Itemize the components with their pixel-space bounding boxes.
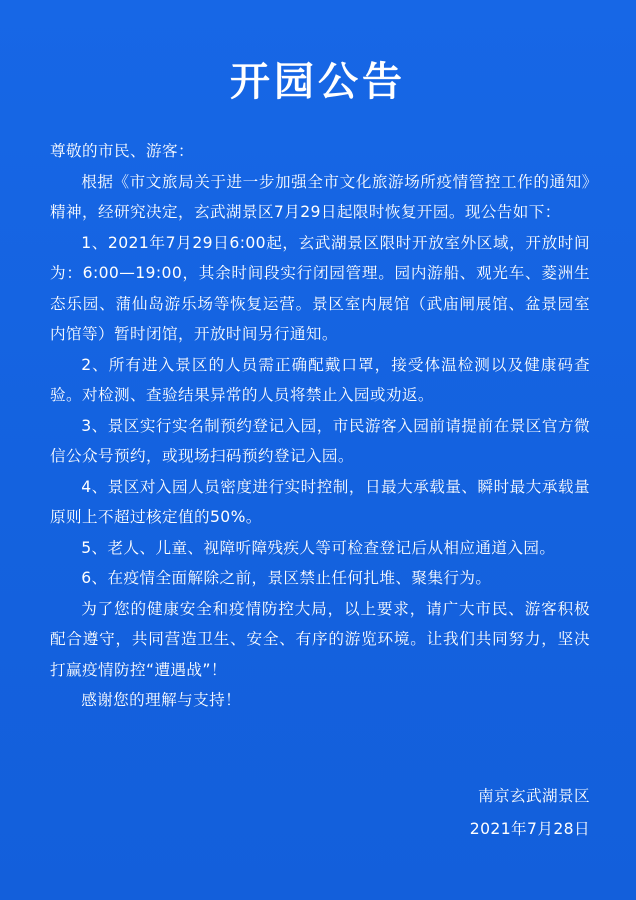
paragraph-item-2: 2、所有进入景区的人员需正确配戴口罩，接受体温检测以及健康码查验。对检测、查验结果异常的人员将禁止入园或劝返。	[50, 355, 590, 404]
notice-body	[50, 136, 590, 716]
signature-date: 2021年7月28日	[469, 820, 590, 838]
paragraph-item-3: 3、景区实行实名制预约登记入园，市民游客入园前请提前在景区官方微信公众号预约，或现场扫码预约登记入园。	[50, 416, 590, 465]
paragraph-thanks: 感谢您的理解与支持！	[81, 691, 242, 709]
paragraph-item-5: 5、老人、儿童、视障听障残疾人等可检查登记后从相应通道入园。	[81, 538, 556, 557]
paragraph-intro: 根据《市文旅局关于进一步加强全市文化旅游场所疫情管控工作的通知》精神，经研究决定，玄武湖景区7月29日起限时恢复开园。现公告如下：	[50, 172, 590, 221]
paragraph-item-4: 4、景区对入园人员密度进行实时控制，日最大承载量、瞬时最大承载量原则上不超过核定值的50%。	[50, 477, 590, 526]
salutation: 尊敬的市民、游客：	[50, 142, 194, 160]
paragraph-appeal: 为了您的健康安全和疫情防控大局，以上要求，请广大市民、游客积极配合遵守，共同营造卫生、安全、有序的游览环境。让我们共同努力，坚决打赢疫情防控“遭遇战”！	[50, 599, 590, 679]
notice-title: 开园公告	[230, 59, 406, 105]
signature-organization: 南京玄武湖景区	[478, 787, 590, 805]
paragraph-item-6: 6、在疫情全面解除之前，景区禁止任何扎堆、聚集行为。	[81, 569, 492, 587]
paragraph-item-1: 1、2021年7月29日6:00起，玄武湖景区限时开放室外区域，开放时间为：6:00—19:00，其余时间段实行闭园管理。园内游船、观光车、菱洲生态乐园、蒲仙岛游乐场等恢复运营。景区室内展馆（武庙闸展馆、盆景园室内馆等）暂时闭馆，开放时间另行通知。	[50, 233, 590, 343]
